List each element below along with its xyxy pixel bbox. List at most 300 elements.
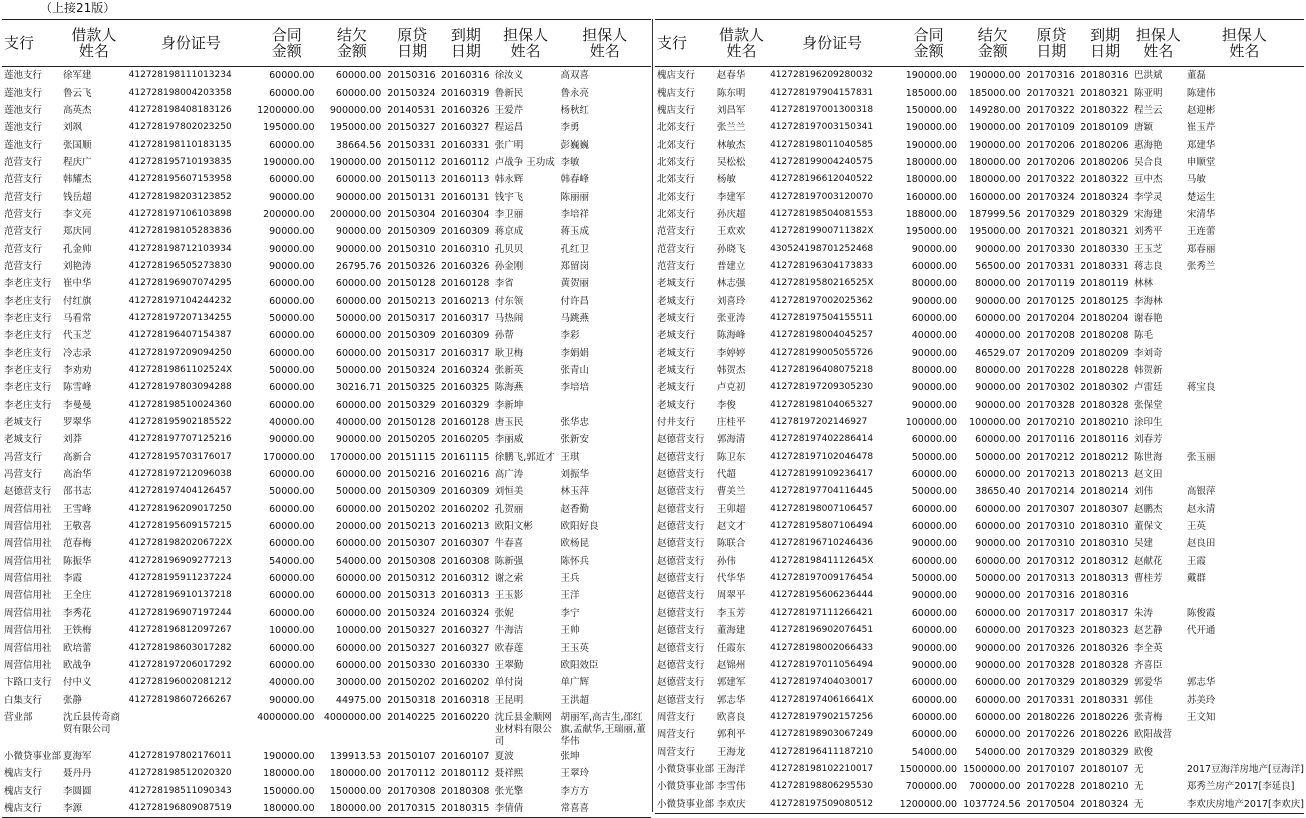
cell-loan-date: 20150317 [387,347,436,359]
cell-loan-date: 20150327 [387,122,436,134]
cell-contract-amount: 10000.00 [269,625,315,637]
cell-guarantor-2: 苏美玲 [1186,694,1216,706]
cell-guarantor-2: 李敏 [560,156,580,168]
cell-due-date: 20160213 [441,295,490,307]
cell-balance: 1037724.56 [963,798,1021,810]
cell-id-number: 412728198504081553 [770,208,874,219]
cell-due-date: 20160325 [441,382,490,394]
cell-guarantor-2 [1185,726,1304,743]
cell-borrower: 庄桂平 [716,417,746,429]
cell-contract-amount: 100000.00 [905,417,958,429]
cell-balance: 60000.00 [335,174,382,186]
cell-borrower: 邵书志 [63,486,92,498]
table-row [655,206,1304,223]
cell-loan-date: 20170326 [1026,642,1075,654]
cell-borrower: 张静 [63,694,83,706]
cell-balance: 60000.00 [335,607,382,619]
cell-branch: 赵德营支行 [657,694,705,706]
cell-due-date: 20160326 [441,104,490,116]
cell-guarantor-2: 郑建华 [1186,139,1216,151]
table-row [655,795,1304,812]
cell-contract-amount: 40000.00 [269,677,315,689]
cell-id-number: 412728198102210017 [770,763,874,774]
cell-contract-amount: 60000.00 [269,659,315,671]
header-balance: 结欠 金额 [961,20,1024,67]
header-contract-amount: 合同 金额 [896,20,961,67]
cell-borrower: 崔中华 [63,278,92,290]
table-row [2,206,651,223]
cell-loan-date: 20150308 [387,555,436,567]
cell-id-number: 41272819841112645X [770,555,874,566]
cell-due-date: 20161115 [441,451,490,463]
cell-branch: 赵德营支行 [657,573,705,585]
cell-due-date: 20160309 [441,486,490,498]
cell-borrower: 李欢庆 [716,798,746,810]
table-row [2,639,651,656]
cell-due-date: 20180116 [1080,434,1129,446]
cell-contract-amount: 195000.00 [905,226,958,238]
cell-id-number: 412728198510024360 [128,399,232,410]
cell-guarantor-1: 王昆明 [494,694,524,706]
cell-due-date: 20180322 [1080,104,1129,116]
cell-guarantor-2: 王洋 [560,590,580,602]
cell-loan-date: 20150312 [387,573,436,585]
cell-contract-amount: 200000.00 [263,208,315,220]
cell-contract-amount: 60000.00 [269,590,315,602]
cell-due-date: 20180328 [1080,659,1129,671]
table-row [2,84,651,101]
cell-borrower: 杨敏 [716,174,736,186]
cell-branch: 赵德营支行 [657,677,705,689]
cell-due-date: 20180322 [1080,174,1129,186]
cell-due-date: 20180307 [1080,503,1129,515]
cell-id-number: 412728197902157256 [770,711,874,722]
cell-guarantor-1: 吴建 [1133,538,1153,550]
cell-contract-amount: 60000.00 [911,607,958,619]
cell-borrower: 陈卫东 [716,451,746,463]
cell-id-number: 412728197802023250 [128,122,232,133]
cell-balance: 90000.00 [335,434,382,446]
cell-due-date: 20160329 [441,399,490,411]
cell-balance: 90000.00 [975,538,1021,550]
cell-contract-amount: 160000.00 [905,191,958,203]
cell-id-number: 412728198512020320 [128,768,232,779]
table-row [655,414,1304,431]
cell-id-number: 412728196408075218 [770,365,874,376]
cell-guarantor-1: 李省 [494,278,514,290]
cell-balance: 50000.00 [335,365,382,377]
cell-branch: 槐店支行 [4,802,43,814]
cell-loan-date: 20170116 [1026,434,1075,446]
cell-due-date: 20160324 [441,365,490,377]
table-row [655,726,1304,743]
cell-branch: 小微贷事业部 [657,781,715,793]
cell-balance: 60000.00 [335,503,382,515]
cell-balance: 90000.00 [335,243,382,255]
cell-loan-date: 20150309 [387,486,436,498]
table-row [655,258,1304,275]
cell-borrower: 李文亮 [63,208,92,220]
cell-guarantor-1: 欧阳战营 [1133,729,1172,741]
cell-contract-amount: 90000.00 [911,243,958,255]
cell-contract-amount: 60000.00 [911,469,958,481]
cell-balance: 180000.00 [969,174,1021,186]
cell-branch: 赵德营支行 [657,521,705,533]
cell-branch: 老城支行 [657,312,696,324]
cell-guarantor-2: 常喜喜 [560,802,590,814]
cell-borrower: 王海洋 [716,763,746,775]
cell-borrower: 沈丘县传奇商贸有限公司 [63,711,121,735]
cell-guarantor-1: 王翠勤 [494,659,524,671]
cell-borrower: 赵锦州 [716,659,746,671]
cell-borrower: 夏海军 [63,750,92,762]
cell-guarantor-2: 蒋玉成 [560,226,590,238]
cell-id-number: 412728195609157215 [128,521,232,532]
cell-due-date: 20160312 [441,573,490,585]
cell-balance: 187999.56 [969,208,1021,220]
cell-loan-date: 20170228 [1026,781,1075,793]
cell-guarantor-1: 齐喜臣 [1133,659,1163,671]
cell-loan-date: 20170213 [1026,469,1075,481]
cell-due-date: 20180212 [1080,451,1129,463]
cell-guarantor-1: 刘春芳 [1133,434,1163,446]
cell-guarantor-1: 王爱芹 [494,104,524,116]
cell-guarantor-1: 徐汝义 [494,70,524,82]
cell-loan-date: 20170209 [1026,347,1075,359]
cell-id-number: 412728197803094288 [128,382,232,393]
cell-loan-date: 20170206 [1026,156,1075,168]
cell-loan-date: 20170312 [1026,555,1075,567]
cell-contract-amount: 90000.00 [269,694,315,706]
cell-balance: 90000.00 [975,399,1021,411]
cell-loan-date: 20170330 [1026,243,1075,255]
cell-due-date: 20180209 [1080,347,1129,359]
cell-guarantor-1: 徐鹏飞,郭近才 [494,451,555,463]
cell-borrower: 张兰兰 [716,122,746,134]
table-row [655,379,1304,396]
cell-guarantor-2 [1185,310,1304,327]
cell-balance: 190000.00 [969,139,1021,151]
cell-contract-amount: 180000.00 [905,156,958,168]
table-row [655,102,1304,119]
cell-branch: 范营支行 [4,191,43,203]
cell-balance: 4000000.00 [323,711,382,723]
cell-id-number: 412728198806295530 [770,781,874,792]
cell-guarantor-2: 孔红卫 [560,243,590,255]
cell-branch: 白集支行 [4,694,43,706]
cell-contract-amount: 60000.00 [911,555,958,567]
cell-borrower: 陈联合 [716,538,746,550]
cell-guarantor-1: 董保文 [1133,521,1163,533]
table-row [655,778,1304,795]
cell-branch: 莲池支行 [4,139,43,151]
cell-borrower: 代超 [716,469,736,481]
cell-id-number: 412728196209280032 [770,70,874,81]
cell-borrower: 韩贺杰 [716,365,746,377]
cell-guarantor-2: 高银萍 [1186,486,1216,498]
cell-guarantor-1: 涂印生 [1133,417,1163,429]
cell-balance: 60000.00 [335,538,382,550]
cell-contract-amount: 1200000.00 [899,798,958,810]
cell-id-number: 412728196407154387 [128,330,232,341]
cell-guarantor-2: 崔玉芹 [1186,122,1216,134]
table-row [655,362,1304,379]
cell-id-number: 412728196907197244 [128,607,232,618]
cell-branch: 周营信用社 [4,590,52,602]
cell-branch: 赵德营支行 [657,607,705,619]
header-borrower: 借款人 姓名 [61,20,127,67]
cell-branch: 槐店支行 [4,785,43,797]
cell-branch: 周营支行 [657,729,696,741]
cell-contract-amount: 180000.00 [905,174,958,186]
cell-contract-amount: 190000.00 [263,156,315,168]
cell-guarantor-2: 赵迎彬 [1186,104,1216,116]
cell-id-number: 412728197003150341 [770,122,874,133]
cell-id-number: 412728197102046478 [770,451,874,462]
cell-branch: 槐店支行 [657,104,696,116]
cell-due-date: 20160112 [441,156,490,168]
cell-branch: 李老庄支行 [4,399,52,411]
cell-loan-date: 20170308 [387,785,436,797]
cell-due-date: 20160128 [441,417,490,429]
table-row [2,605,651,622]
cell-id-number: 412728197011056494 [770,659,874,670]
cell-balance: 60000.00 [975,694,1021,706]
table-row [2,154,651,171]
cell-guarantor-1: 巴洪斌 [1133,70,1163,82]
table-row [2,535,651,552]
cell-loan-date: 20170228 [1026,365,1075,377]
cell-borrower: 王雪峰 [63,503,92,515]
cell-guarantor-2: 韩春峰 [560,174,590,186]
cell-guarantor-1: 林林 [1133,278,1153,290]
cell-guarantor-1: 钱宇飞 [494,191,524,203]
cell-branch: 老城支行 [657,399,696,411]
cell-branch: 赵德营支行 [657,590,705,602]
cell-branch: 范营支行 [657,226,696,238]
cell-guarantor-1: 刘恒美 [494,486,524,498]
cell-id-number: 412728198110183135 [128,139,232,150]
cell-guarantor-1: 程兰云 [1133,104,1163,116]
table-row [655,431,1304,448]
cell-guarantor-1: 赵献花 [1133,555,1163,567]
cell-guarantor-1: 马热闹 [494,312,524,324]
cell-contract-amount: 190000.00 [905,70,958,82]
cell-guarantor-2: 王英 [1186,521,1206,533]
cell-loan-date: 20170322 [1026,174,1075,186]
cell-contract-amount: 60000.00 [269,642,315,654]
header-guarantor-2: 担保人 姓名 [559,20,651,67]
cell-loan-date: 20150113 [387,174,436,186]
cell-id-number: 412728195902185522 [128,417,232,428]
cell-borrower: 林敏杰 [716,139,746,151]
cell-due-date: 20180204 [1080,312,1129,324]
cell-contract-amount: 60000.00 [911,729,958,741]
cell-contract-amount: 60000.00 [269,399,315,411]
table-row [655,622,1304,639]
cell-guarantor-2: 李彩 [560,330,580,342]
cell-guarantor-2 [1185,657,1304,674]
cell-due-date: 20180214 [1080,486,1129,498]
cell-balance: 90000.00 [335,226,382,238]
cell-guarantor-2: 蒋宝良 [1186,382,1216,394]
cell-borrower: 陈海峰 [716,330,746,342]
cell-guarantor-2: 张青山 [560,365,590,377]
cell-branch: 赵德营支行 [4,486,52,498]
cell-due-date: 20180226 [1080,711,1129,723]
cell-borrower: 李建军 [716,191,746,203]
table-row [2,622,651,639]
cell-id-number: 412728198104065327 [770,399,874,410]
cell-borrower: 王铁梅 [63,625,92,637]
cell-contract-amount: 90000.00 [269,260,315,272]
cell-balance: 60000.00 [975,607,1021,619]
cell-loan-date: 20150202 [387,503,436,515]
table-row [2,709,651,748]
table-row [2,748,651,765]
cell-guarantor-1: 赵文田 [1133,469,1163,481]
table-row [655,535,1304,552]
cell-borrower: 高新合 [63,451,92,463]
cell-balance: 150000.00 [329,785,382,797]
cell-guarantor-1: 欧春莲 [494,642,524,654]
cell-borrower: 刘艳涛 [63,260,92,272]
cell-guarantor-1: 唐玉民 [494,417,524,429]
cell-guarantor-2 [1185,414,1304,431]
cell-balance: 900000.00 [329,104,382,116]
left-loan-table [2,20,651,817]
cell-borrower: 马看常 [63,312,92,324]
cell-balance: 60000.00 [335,659,382,671]
cell-due-date: 20180317 [1080,607,1129,619]
cell-guarantor-2: 王霞 [1186,555,1206,567]
cell-borrower: 韩耀杰 [63,174,92,186]
cell-due-date: 20180330 [1080,243,1129,255]
cell-loan-date: 20150310 [387,243,436,255]
cell-id-number: 412728197212096038 [128,469,232,480]
cell-guarantor-2: 陈建伟 [1186,87,1216,99]
cell-loan-date: 20151115 [387,451,436,463]
cell-borrower: 董海建 [716,625,746,637]
cell-guarantor-2: 鲁永亮 [560,87,590,99]
cell-branch: 李老庄支行 [4,312,52,324]
cell-borrower: 周翠平 [716,590,746,602]
cell-due-date: 20160324 [441,607,490,619]
cell-borrower: 赵春华 [716,70,746,82]
cell-branch: 周营信用社 [4,625,52,637]
cell-id-number: 412728197001300318 [770,104,874,115]
cell-guarantor-1: 朱涛 [1133,607,1153,619]
cell-id-number: 412728196902076451 [770,625,874,636]
cell-branch: 付井支行 [657,417,696,429]
cell-guarantor-1: 谢之索 [494,573,524,585]
cell-due-date: 20160309 [441,330,490,342]
table-row [2,136,651,153]
cell-contract-amount: 80000.00 [911,278,958,290]
cell-guarantor-2 [559,397,651,414]
table-row [655,761,1304,778]
cell-contract-amount: 60000.00 [269,538,315,550]
table-row [655,240,1304,257]
cell-guarantor-1: 牛春喜 [494,538,524,550]
cell-contract-amount: 90000.00 [269,226,315,238]
cell-guarantor-1: 陈亚明 [1133,87,1163,99]
cell-branch: 周营支行 [657,711,696,723]
cell-id-number: 412728197009176454 [770,573,874,584]
cell-id-number: 412728195807106494 [770,521,874,532]
cell-due-date: 20180328 [1080,399,1129,411]
cell-guarantor-2 [1185,327,1304,344]
cell-guarantor-2: 王文知 [1186,711,1216,723]
cell-loan-date: 20170212 [1026,451,1075,463]
cell-contract-amount: 90000.00 [269,243,315,255]
cell-contract-amount: 90000.00 [911,295,958,307]
cell-guarantor-1: 亘中杰 [1133,174,1163,186]
cell-branch: 周营信用社 [4,503,52,515]
cell-loan-date: 20170328 [1026,659,1075,671]
cell-guarantor-2: 陈俊霞 [1186,607,1216,619]
cell-loan-date: 20150331 [387,139,436,151]
cell-guarantor-2 [1185,466,1304,483]
cell-borrower: 陈雪峰 [63,382,92,394]
cell-id-number: 412728197209305230 [770,382,874,393]
cell-borrower: 王海龙 [716,746,746,758]
cell-due-date: 20180119 [1080,278,1129,290]
cell-guarantor-2: 张玉丽 [1186,451,1216,463]
cell-borrower: 郭利平 [716,729,746,741]
cell-guarantor-1: 宋海建 [1133,208,1163,220]
table-row [2,362,651,379]
cell-loan-date: 20150309 [387,226,436,238]
cell-guarantor-2: 欧阳效臣 [560,659,599,671]
cell-contract-amount: 50000.00 [911,451,958,463]
cell-loan-date: 20150307 [387,538,436,550]
cell-guarantor-1: 鲁新民 [494,87,524,99]
cell-id-number: 412728196909277213 [128,555,232,566]
table-row [2,657,651,674]
cell-loan-date: 20150128 [387,417,436,429]
cell-guarantor-2: 马敏 [1186,174,1206,186]
cell-guarantor-2: 王兵 [560,573,580,585]
cell-loan-date: 20170331 [1026,694,1075,706]
table-row [655,275,1304,292]
cell-contract-amount: 90000.00 [911,399,958,411]
cell-guarantor-2: 张坤 [560,750,580,762]
cell-branch: 槐店支行 [657,87,696,99]
cell-guarantor-2: 陈怀兵 [560,555,590,567]
cell-contract-amount: 60000.00 [269,295,315,307]
cell-borrower: 徐军建 [63,70,92,82]
cell-balance: 180000.00 [329,802,382,814]
table-row [655,154,1304,171]
cell-branch: 范营支行 [4,226,43,238]
cell-guarantor-1: 陈毛 [1133,330,1153,342]
cell-contract-amount: 190000.00 [905,139,958,151]
cell-guarantor-2 [1185,639,1304,656]
cell-guarantor-2 [1185,362,1304,379]
cell-guarantor-1: 耿卫梅 [494,347,524,359]
table-row [2,587,651,604]
cell-contract-amount: 90000.00 [911,382,958,394]
cell-branch: 范营支行 [657,243,696,255]
cell-due-date: 20160216 [441,469,490,481]
cell-balance: 60000.00 [975,434,1021,446]
cell-balance: 60000.00 [335,330,382,342]
cell-loan-date: 20150324 [387,607,436,619]
cell-loan-date: 20170302 [1026,382,1075,394]
cell-balance: 160000.00 [969,191,1021,203]
table-row [2,570,651,587]
